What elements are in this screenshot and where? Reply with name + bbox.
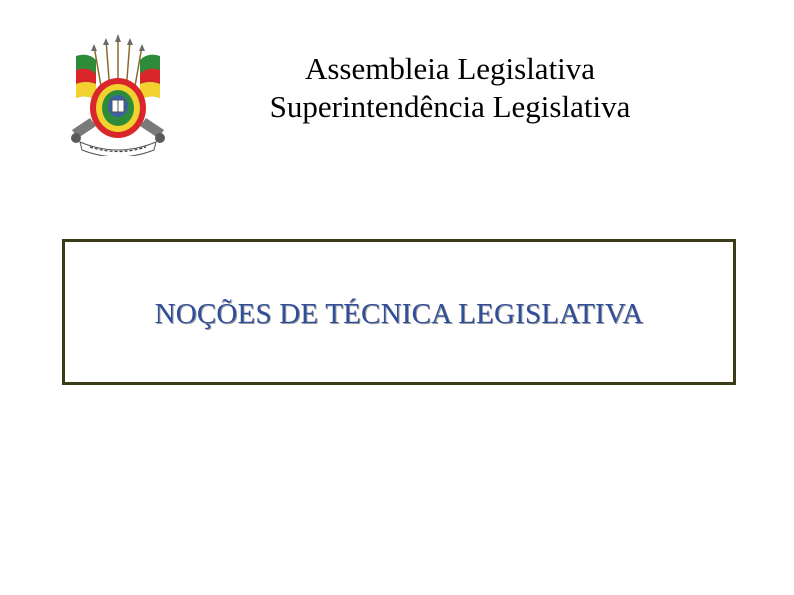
slide-title: NOÇÕES DE TÉCNICA LEGISLATIVA <box>154 298 644 330</box>
state-coat-of-arms-icon <box>66 34 170 156</box>
page-heading <box>200 50 700 126</box>
title-box <box>62 239 736 385</box>
heading-line-superintendence: Superintendência Legislativa <box>269 89 631 124</box>
heading-line-assembly: Assembleia Legislativa <box>304 51 596 86</box>
